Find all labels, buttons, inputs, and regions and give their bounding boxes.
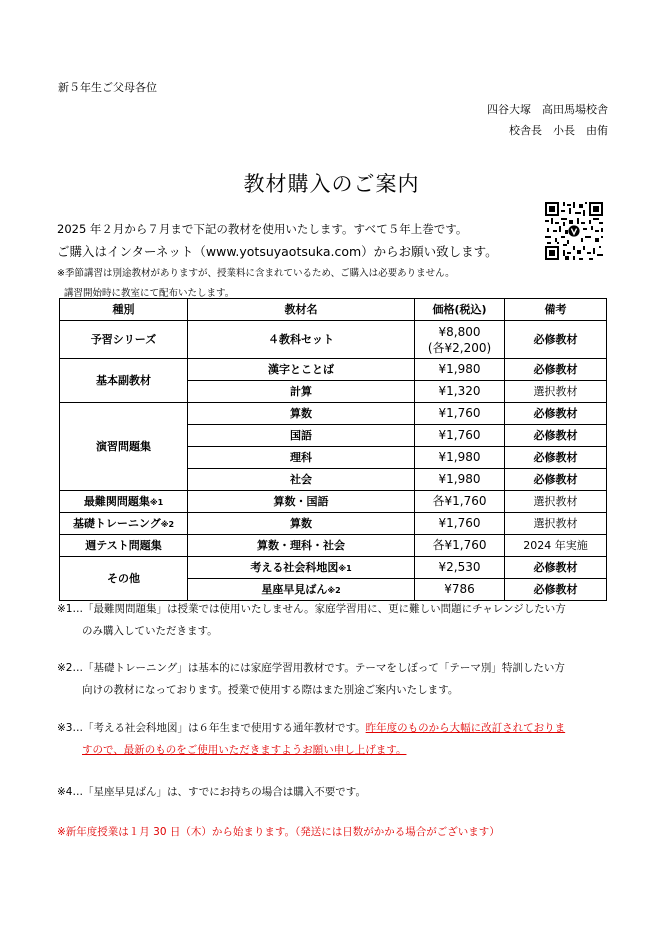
footnote-1-line-2: のみ購入していただきます。 [82, 625, 218, 637]
footnote-3-line-1 [57, 720, 565, 735]
material-name-cell: 国語 [188, 425, 415, 447]
category-cell: 基本副教材 [60, 359, 188, 403]
table-row [60, 513, 607, 535]
note-cell: 必修教材 [505, 447, 607, 469]
footnote-1-line-1: ※1…「最難関問題集」は授業では使用いたしません。家庭学習用に、更に難しい問題にチャレンジしたい方 [57, 603, 566, 615]
column-header: 種別 [60, 299, 188, 321]
table-row [60, 321, 607, 359]
price-sub: (各¥2,200) [427, 340, 492, 355]
material-name-cell: ４教科セット [188, 321, 415, 359]
price-cell: ¥1,760 [415, 425, 505, 447]
material-name-cell: 理科 [188, 447, 415, 469]
material-name-cell [188, 557, 415, 579]
note-cell: 2024 年実施 [505, 535, 607, 557]
footnote-2-line-1: ※2…「基礎トレーニング」は基本的には家庭学習用教材です。テーマをしぼって「テーマ別」特訓したい方 [57, 662, 565, 674]
page-title: 教材購入のご案内 [243, 172, 420, 196]
footnote-mark: ※1 [338, 563, 352, 573]
price-cell: ¥1,980 [415, 469, 505, 491]
school-name: 四谷大塚 高田馬場校舎 [487, 103, 608, 116]
material-name-cell: 算数・理科・社会 [188, 535, 415, 557]
table-row [60, 557, 607, 579]
footnote-3-line-2: すので、最新のものをご使用いただきますようお願い申し上げます。 [82, 744, 407, 756]
price-cell: ¥1,760 [415, 513, 505, 535]
intro-line-1: 2025 年２月から７月まで下記の教材を使用いたします。すべて５年上巻です。 [57, 222, 468, 236]
price-cell [415, 321, 505, 359]
note-cell: 必修教材 [505, 469, 607, 491]
price-main: ¥8,800 [438, 324, 481, 339]
note-cell: 選択教材 [505, 381, 607, 403]
category-cell: 演習問題集 [60, 403, 188, 491]
table-row [60, 403, 607, 425]
footnote-3-warning: 昨年度のものから大幅に改訂されておりま [365, 722, 566, 734]
category-cell [60, 513, 188, 535]
column-header: 備考 [505, 299, 607, 321]
category-cell: その他 [60, 557, 188, 601]
note-cell: 必修教材 [505, 321, 607, 359]
note-cell: 必修教材 [505, 557, 607, 579]
price-cell: ¥786 [415, 579, 505, 601]
note-cell: 必修教材 [505, 359, 607, 381]
table-row [60, 359, 607, 381]
material-name-cell: 社会 [188, 469, 415, 491]
material-name-cell: 計算 [188, 381, 415, 403]
column-header: 価格(税込) [415, 299, 505, 321]
note-cell: 必修教材 [505, 403, 607, 425]
material-name-cell [188, 579, 415, 601]
intro-note-1: ※季節講習は別途教材がありますが、授業料に含まれているため、ご購入は必要ありません。 [57, 268, 455, 279]
material-name-cell: 算数 [188, 513, 415, 535]
category-label: 最難関問題集 [83, 494, 150, 508]
material-name-cell: 漢字とことば [188, 359, 415, 381]
category-cell: 予習シリーズ [60, 321, 188, 359]
footnote-mark: ※2 [327, 585, 341, 595]
note-cell: 必修教材 [505, 425, 607, 447]
price-cell: ¥1,760 [415, 403, 505, 425]
principal-name: 校舎長 小長 由侑 [509, 124, 608, 137]
category-label: 基礎トレーニング [72, 516, 161, 530]
price-cell: ¥1,320 [415, 381, 505, 403]
intro-note-2: 講習開始時に教室にて配布いたします。 [64, 288, 235, 299]
table-row [60, 535, 607, 557]
material-label: 星座早見ばん [261, 582, 328, 596]
table-header-row [60, 299, 607, 321]
footnote-3-text: ※3…「考える社会科地図」は６年生まで使用する通年教材です。 [57, 722, 366, 734]
footnote-mark: ※2 [160, 519, 175, 529]
material-label: 考える社会科地図 [250, 560, 339, 574]
price-cell: 各¥1,760 [415, 535, 505, 557]
price-cell: 各¥1,760 [415, 491, 505, 513]
note-cell: 選択教材 [505, 491, 607, 513]
start-date-notice: ※新年度授業は１月 30 日（木）から始まります。（発送には日数がかかる場合がございます） [57, 826, 500, 838]
price-cell: ¥1,980 [415, 447, 505, 469]
footnote-2-line-2: 向けの教材になっております。授業で使用する際はまた別途ご案内いたします。 [82, 684, 459, 696]
category-cell [60, 491, 188, 513]
price-cell: ¥1,980 [415, 359, 505, 381]
footnote-mark: ※1 [149, 497, 164, 507]
category-cell: 週テスト問題集 [60, 535, 188, 557]
note-cell: 選択教材 [505, 513, 607, 535]
material-name-cell: 算数 [188, 403, 415, 425]
material-name-cell: 算数・国語 [188, 491, 415, 513]
recipient-line: 新５年生ご父母各位 [58, 81, 157, 94]
price-cell: ¥2,530 [415, 557, 505, 579]
materials-table [59, 298, 607, 601]
qr-code-icon [545, 202, 603, 260]
table-row [60, 491, 607, 513]
note-cell: 必修教材 [505, 579, 607, 601]
intro-line-2: ご購入はインターネット（www.yotsuyaotsuka.com）からお願い致します。 [57, 244, 498, 259]
column-header: 教材名 [188, 299, 415, 321]
footnote-4: ※4…「星座早見ばん」は、すでにお持ちの場合は購入不要です。 [57, 786, 366, 798]
